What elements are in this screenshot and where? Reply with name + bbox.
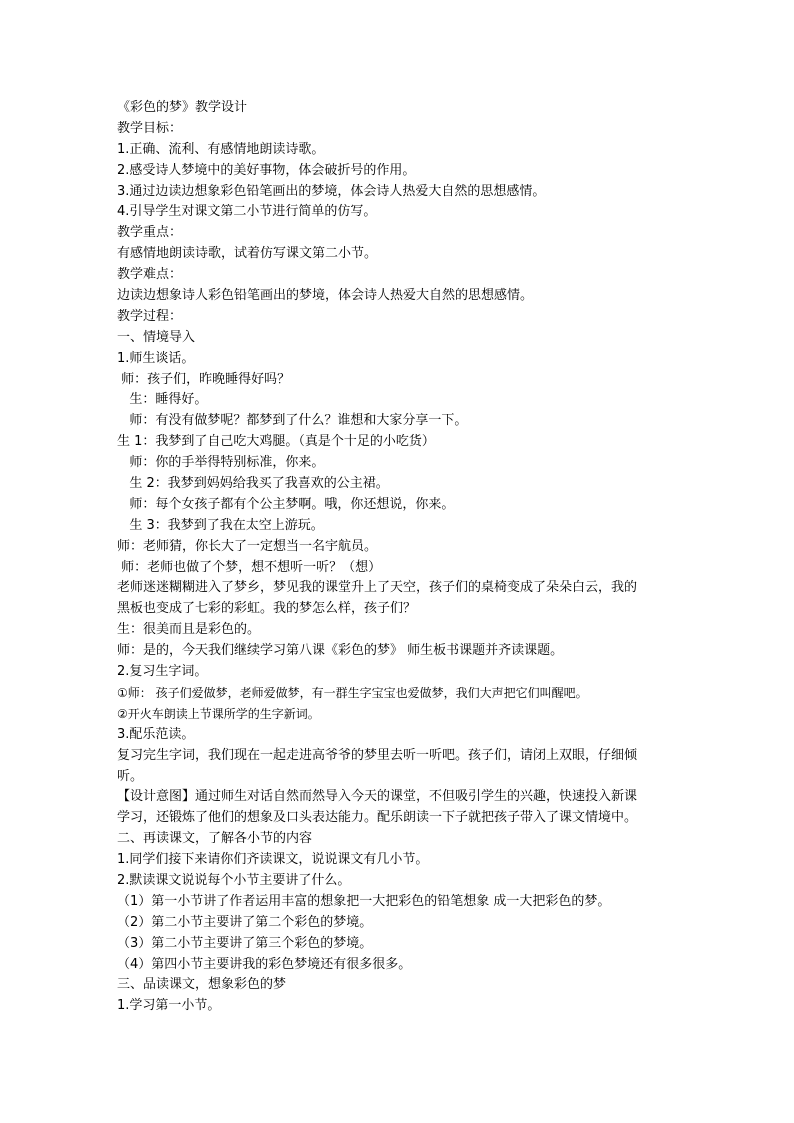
part-2-step-2: 2.默读课文说说每个小节主要讲了什么。 [117,872,351,888]
part-1-step-3: 3.配乐范读。 [117,726,195,742]
paragraph-line: 老师迷迷糊糊进入了梦乡，梦见我的课堂升上了天空，孩子们的桌椅变成了朵朵白云，我的 [117,580,638,596]
dialogue-line: 师：每个女孩子都有个公主梦啊。哦，你还想说，你来。 [117,496,455,512]
section-heading-focus: 教学重点： [117,225,183,241]
section-heading-goals: 教学目标： [117,120,183,136]
design-intent-line: 学习，还锻炼了他们的想象及口头表达能力。配乐朗读一下子就把孩子带入了课文情境中。 [117,810,638,826]
dialogue-line: 生：很美而且是彩色的。 [117,622,261,638]
goal-4: 4.引导学生对课文第二小节进行简单的仿写。 [117,204,377,220]
dialogue-line: 生 3：我梦到了我在太空上游玩。 [117,517,324,533]
dialogue-line: 师：孩子们，昨晚睡得好吗？ [117,371,291,387]
part-3-step-1: 1.学习第一小节。 [117,998,221,1014]
part-2-heading: 二、再读课文，了解各小节的内容 [117,831,313,847]
part-2-step-1: 1.同学们接下来请你们齐读课文，说说课文有几小节。 [117,852,429,868]
dialogue-line: 师：你的手举得特别标准，你来。 [117,455,325,471]
paragraph-line: 复习完生字词，我们现在一起走进高爷爷的梦里去听一听吧。孩子们，请闭上双眼，仔细倾 [117,747,638,763]
document-body [117,98,687,1017]
list-item: ①师： 孩子们爱做梦，老师爱做梦，有一群生字宝宝也爱做梦，我们大声把它们叫醒吧。 [117,685,588,700]
section-heading-difficulty: 教学难点： [117,267,183,283]
part-1-step-2: 2.复习生字词。 [117,664,208,680]
goal-1: 1.正确、流利、有感情地朗读诗歌。 [117,141,325,157]
dialogue-line: 师：是的，今天我们继续学习第八课《彩色的梦》 师生板书课题并齐读课题。 [117,643,564,659]
part-1-step-1: 1.师生谈话。 [117,350,195,366]
goal-3: 3.通过边读边想象彩色铅笔画出的梦境，体会诗人热爱大自然的思想感情。 [117,183,546,199]
dialogue-line: 师：老师也做了个梦，想不想听一听？（想） [117,559,382,575]
doc-title: 《彩色的梦》教学设计 [117,100,248,115]
part-3-heading: 三、品读课文，想象彩色的梦 [117,977,287,993]
list-item: （2）第二小节主要讲了第二个彩色的梦境。 [117,914,373,930]
paragraph-line: 听。 [117,768,144,784]
dialogue-line: 生：睡得好。 [117,392,208,408]
list-item: （3）第二小节主要讲了第三个彩色的梦境。 [117,935,373,951]
focus-text: 有感情地朗读诗歌，试着仿写课文第二小节。 [117,246,378,262]
section-heading-process: 教学过程： [117,308,183,324]
dialogue-line: 师：有没有做梦呢？都梦到了什么？谁想和大家分享一下。 [117,413,468,429]
goal-2: 2.感受诗人梦境中的美好事物，体会破折号的作用。 [117,162,416,178]
dialogue-line: 生 2：我梦到妈妈给我买了我喜欢的公主裙。 [117,476,389,492]
difficulty-text: 边读边想象诗人彩色铅笔画出的梦境，体会诗人热爱大自然的思想感情。 [117,288,534,304]
dialogue-line: 生 1：我梦到了自己吃大鸡腿。（真是个十足的小吃货） [117,434,435,450]
list-item: ②开火车朗读上节课所学的生字新词。 [117,706,320,721]
list-item: （4）第四小节主要讲我的彩色梦境还有很多很多。 [117,956,412,972]
part-1-heading: 一、情境导入 [117,329,196,345]
paragraph-line: 黑板也变成了七彩的彩虹。我的梦怎么样，孩子们？ [117,601,417,617]
design-intent-line: 【设计意图】通过师生对话自然而然导入今天的课堂，不但吸引学生的兴趣，快速投入新课 [117,789,638,805]
dialogue-line: 师：老师猜，你长大了一定想当一名宇航员。 [117,538,378,554]
list-item: （1）第一小节讲了作者运用丰富的想象把一大把彩色的铅笔想象 成一大把彩色的梦。 [117,893,611,909]
